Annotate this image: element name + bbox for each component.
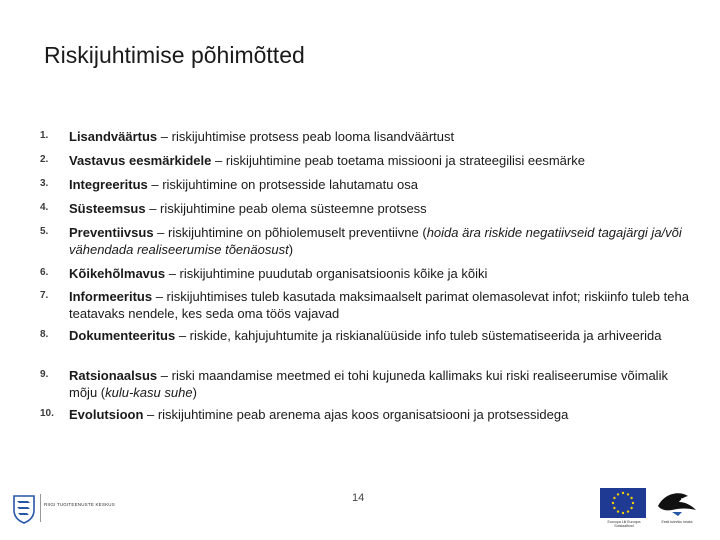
list-item [40,288,690,322]
item-number: 8. [40,329,49,340]
item-text [69,176,418,193]
eu-caption: Euroopa Liit Euroopa Sotsiaalfond [607,520,641,528]
item-term: Preventiivsus [69,225,154,240]
slide-title: Riskijuhtimise põhimõtted [44,42,305,68]
item-text [69,200,427,217]
agency-logo-text: RIIGI TUGITEENUSTE KESKUS [44,502,115,507]
list-item [40,128,690,145]
item-number: 6. [40,267,49,278]
item-description: – riskijuhtimine peab toetama missiooni ja strateegilisi eesmärke [211,153,585,168]
item-text [69,128,454,145]
item-number: 4. [40,202,49,213]
ee-caption: Eesti tuleviku heaks [661,520,693,524]
item-description: – riskijuhtimine peab olema süsteemne protsess [145,201,427,216]
item-text [69,224,690,258]
item-number: 9. [40,369,49,380]
item-text [69,265,487,282]
item-text [69,367,690,401]
logo-divider [40,494,41,522]
item-description: – riskijuhtimine puudutab organisatsioonis kõike ja kõiki [165,266,488,281]
swallow-logo-icon [654,488,700,518]
item-term: Ratsionaalsus [69,368,158,383]
item-text [69,327,662,344]
item-italic-note: kulu-kasu suhe [105,385,193,400]
item-number: 7. [40,290,49,301]
list-item [40,406,690,423]
item-term: Süsteemsus [69,201,146,216]
funding-logos [596,486,708,530]
item-number: 3. [40,178,49,189]
page-number: 14 [352,492,365,504]
coat-of-arms-icon [12,494,36,524]
item-tail: ) [192,385,197,400]
item-number: 2. [40,154,49,165]
item-description: – riskijuhtimine on põhiolemuselt preventiivne ( [153,225,427,240]
item-term: Dokumenteeritus [69,328,176,343]
item-italic-note: hoida ära riskide negatiivseid tagajärgi ja/või vähendada realiseerumise tõenäosust [69,225,682,257]
item-text [69,406,568,423]
item-term: Kõikehõlmavus [69,266,166,281]
list-item [40,224,690,258]
agency-logo [10,490,120,530]
item-description: – riskijuhtimine on protsesside lahutamatu osa [147,177,419,192]
item-term: Lisandväärtus [69,129,158,144]
list-item [40,265,690,282]
item-number: 10. [40,408,54,419]
list-item [40,176,690,193]
item-description: – riskijuhtimine peab arenema ajas koos organisatsiooni ja protsessidega [143,407,569,422]
item-tail: ) [288,242,294,257]
item-term: Evolutsioon [69,407,144,422]
item-text [69,288,690,322]
item-description: – riskide, kahjujuhtumite ja riskianalüüside info tuleb süstematiseerida ja arhiveerida [175,328,662,343]
item-description: – riskijuhtimises tuleb kasutada maksimaalselt parimat olemasolevat infot; riskiinfo tuleb teha teatavaks nendele, kes seda oma töös vajavad [69,289,689,321]
list-item [40,327,690,344]
item-term: Informeeritus [69,289,153,304]
item-number: 1. [40,130,49,141]
list-item [40,367,690,401]
item-description: – riski maandamise meetmed ei tohi kujuneda kallimaks kui riski realiseerumise võimalik mõju ( [69,368,668,400]
item-number: 5. [40,226,49,237]
item-description: – riskijuhtimise protsess peab looma lisandväärtust [157,129,455,144]
eu-flag-icon [600,488,646,518]
item-term: Vastavus eesmärkidele [69,153,212,168]
list-item [40,152,690,169]
item-text [69,152,585,169]
item-term: Integreeritus [69,177,148,192]
list-item [40,200,690,217]
